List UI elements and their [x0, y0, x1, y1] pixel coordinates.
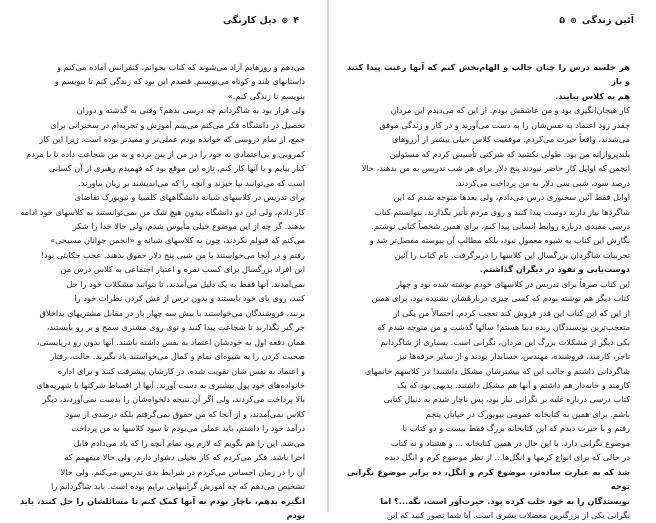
text-line: این افراد بزرگسال برای کسب نمره و اعتبار اجتماعی به کلاس درس من [60, 264, 305, 275]
text-line: انجمن که اوایل کار حاضر نبودند پنج دلار برای هر شب تدریس به من بدهند، حالا [361, 163, 630, 174]
text-line: درصد سود، شبی سی دلار به من پرداخت می‌کردند. [455, 177, 630, 188]
text-line: کار هیجان‌انگیزی بود و من عاشقش بودم. از این که می‌دیدم این مردان [390, 105, 630, 116]
text-line: رفتم و با حیرت دیدم که این کتابخانه بزرگ فقط بیست و دو کتاب با [402, 423, 630, 434]
right-running-title: آئین زندگی [581, 14, 634, 26]
text-line: نگارش این کتاب به شیوه معمول نبود، بلکه مطالب آن پیوسته مفصل‌تر شد و [369, 235, 630, 246]
text-line: بنویسم تا زندگی کنم.» [227, 90, 305, 101]
text-line: می‌دهم و روزهایم آزاد می‌شوند که کتاب بخوانم، کنفرانس آماده می‌کنم و [56, 62, 305, 72]
text-line: جمع، از تمام دروسی که خوانده بودم عملی‌تر و مفیدتر بوده است، زیرا این کار [39, 134, 305, 145]
text-line: از این که این کتاب این قدر فروش کند تعجب کردم. احتمالاً من یکی از [393, 307, 630, 318]
text-line: آن را در زمان احساس می‌کردم در شرایط بدی تدریس می‌کنم، ولی حالا [60, 466, 305, 477]
text-line: کنند، روی پای خود بایستند و بدون ترس از غش کردن نظرات خود را [74, 293, 305, 304]
text-line: تجربیات شاگردان بزرگسال این کلاسها را دربرگرفت. نام کتاب را آئین [394, 249, 630, 260]
text-line: شاگردانی داشتم و جالب این که بیشترشان مشکل داشتند! در کلاسهم خانمهای [364, 365, 630, 376]
text-line: کلاس نمی‌آمدند، و از آنجا که من حقوق نمی‌گرفتم بلکه درصدی از سود [65, 408, 305, 419]
text-line: داستانهای بلند و کوتاه می‌نویسم. قصدم این بود که زندگی کنم تا بنویسم و [54, 76, 305, 87]
text-line: کار دادم، ولی این دو دانشگاه بیدون هیچ شک من نمی‌توانستند به کلاسهای خود ادامه [20, 206, 305, 217]
text-line: انگیزه بدهم، ناچار بودم به آنها کمک کنم تا مسائلشان را حل کنند، باید بودم [20, 495, 305, 521]
text-line: بلندپروازانه من بود. طولی نکشید که شرکتی تأسیس کردم که مسئولین [389, 148, 630, 159]
text-line: شد که به عبارت ساده‌تر، موضوع کرم و انگل، ده برابر موضوع نگرانی توجه [347, 466, 630, 492]
left-page-header [223, 12, 299, 28]
text-line: دوست‌یابی و نفوذ در دیگران گذاشتم. [479, 264, 630, 275]
text-line: نویسندگان را به خود جلب کرده بود. حیرت‌آور است، نگه...؟ اما [380, 495, 630, 506]
text-line: شاگردها نیاز دارند دوست پیدا کنند و روی مردم تأثیر بگذارند. نتوانستم کتاب [374, 206, 630, 217]
text-line: همان دفعه اول به خودشان اعتماد به نفس داشته باشند. آنها بدون رو دربایستی، [36, 336, 305, 347]
text-line: بزنند. فروشندگان می‌خواستند با بیش سه چهار بار در مقابل مشتریهای بداخلاق [39, 307, 305, 318]
text-line: متعجب‌ترین نویسندگان زنده دنیا هستم! سالها گذشت و من متوجه شدم که [377, 322, 630, 333]
text-line: خانواده‌های خود پول بیشتری به دست آورند. آنها از اقساط شرکتها یا شهریه‌های [36, 379, 305, 390]
text-line: در حالی که برای انواع کرمها و انگل‌ها... از نظر موضوع کرم و انگل دیده [384, 452, 630, 463]
left-page-body [20, 60, 305, 521]
text-line: بالا پرداخت می‌کردند، ولی اگر آن نتیجه دلخواه‌شان را بدست نمی‌آوردند، دیگر [42, 394, 305, 405]
text-line: بدهند. گر چه از این موضوع خیلی مأیوس شدم، ولی حالا خدا را شکر [72, 220, 305, 231]
text-line: می‌شدند، واقعاً حیرت می‌کردم. موفقیت کلاس خیلی بیشتر از آرزوهای [392, 134, 630, 145]
text-line: برای تدریس در کلاسهای شبانه دانشگاههای کلمبیا و نیویورک تقاضای [74, 192, 305, 203]
text-line: رفتم و در آنجا می‌خواستند با من شبی پنج دلار حقوق بدهند. عجب حکایتی بود! [40, 249, 305, 260]
text-line: درآمد خود را داشتم، باید عملی می‌بودم تا سود کلاسها به من پرداخت [71, 423, 305, 434]
text-line: نمی‌آمدند. آنها فقط به یک دلیل می‌آمدند، تا بتوانند مشکلات خود را حل [66, 278, 305, 289]
text-line: ولی قرار بود به شاگردانم چه درسی بدهم؟ وقتی به گذشته و دوران [76, 105, 305, 116]
text-line: کارمند و خانه‌دار هم داشتم و آنها هم مشکل داشتند. بدیهی بود که یک [397, 379, 630, 390]
text-line: می‌شد. این را هم بگویم که لازم بود تمام آنچه را که یاد می‌دادم قابل [73, 437, 305, 448]
text-line: تحصیل در دانشگاه فکر می‌کنم می‌بینم آموزش و تجربه‌ام در سخنرانی برای [50, 119, 305, 130]
text-line: تشخیص می‌دهم که چه آموزش گرانبهایی برایم بوده است. باید شاگردانم را [50, 481, 305, 492]
text-line: می‌کنم که قبولم نکردند، چون به کلاسهای شبانه و «انجمن جوانان مسیحی» [50, 235, 305, 246]
ornament-icon: ⊛ [281, 15, 289, 25]
text-line: است که می‌توانند بپا خیزند و آنچه را که می‌اندیشند بر زبان بیاورند. [78, 177, 305, 188]
text-line: این کتاب صرفاً برای تدریس در کلاسهای خودم نوشته شده بود و چهار [395, 278, 630, 289]
right-page [329, 0, 656, 521]
text-line: و اعتماد به نفس شان تقویت شده، در کارشان پیشرفت کنند و برای اداره [57, 365, 305, 376]
right-page-header [329, 12, 656, 28]
text-line: موضوع نگرانی دارد. با این حال در همین کتابخانه ... و هشتاد و نه کتاب [390, 437, 630, 448]
ornament-icon: ⊛ [570, 15, 577, 25]
left-running-title: دیل کارنگی [222, 14, 277, 26]
text-line: کنار بیایم و با آنها کار کنم. تازه این موقع بود که فهمیدم رهبری از آن کسانی [48, 163, 305, 174]
text-line: اوایل فقط آئین سخنوری درس می‌دادم، ولی بعدها متوجه شدم که این [393, 192, 630, 203]
text-line: نگرانی یکی از بزرگترین معضلات بشری است. آیا شما تصور کنید که این [386, 510, 630, 521]
text-line: جر گیر بگذارند تا شجاعت پیدا کنند و توی روی مشتری سمج و بر رو بایستند، [46, 322, 305, 333]
left-page [0, 0, 327, 521]
text-line: هم به کلاس بیایند. [555, 90, 630, 101]
left-page-number: ۴ [293, 14, 299, 26]
right-page-number: ۵ [559, 14, 566, 26]
right-page-body [347, 60, 630, 521]
text-line: صحبت کردن را به شیوه‌ای تمام و کمال می‌خواستند یاد بگیرند. حالت، رفتار [50, 351, 305, 362]
text-line: چقدر زود اعتماد به نفس‌شان را به دست می‌آورند و در کار و زندگی موفق [379, 119, 630, 130]
text-line: کتاب دیگر هم نوشته بودم که کسی چیزی دربارهٔشان نشنیده بود، برای همین [371, 293, 630, 304]
text-line: تاجر، کارمند، فروشنده، مهندس، حسابدار بودند و از سایر حرفه‌ها نیز [397, 351, 630, 362]
text-line: هر جلسه درس را چنان جالب و الهام‌بخش کنم که آنها رغبت پیدا کنند و باز [347, 62, 630, 87]
text-line: کتاب درسی درباره غلبه بر نگرانی نیاز بود، پس ناچار شدم به دنبال کتابی [383, 394, 630, 405]
text-line: یکی دیگر از مشکلات بزرگ این مردان، نگرانی است. بسیاری از شاگردانم [380, 336, 630, 347]
text-line: درسی مفیدی درباره روابط انسانی پیدا کنم، برای همین شخصاً کتابی نوشتم. [371, 220, 630, 231]
text-line: اجرا باشد. فکر می‌کردم که کار نخیلی دشوار دارم، ولی حالا میفهمم که [64, 452, 305, 463]
text-line: کمرویی و بی‌اعتمادی به خود را در من از بین برده و به من شجاعت داده تا با مردم [26, 148, 305, 159]
text-line: باشم. برای همین به کتابخانه عمومی نیویورک در خیابان پنجم [425, 408, 630, 419]
